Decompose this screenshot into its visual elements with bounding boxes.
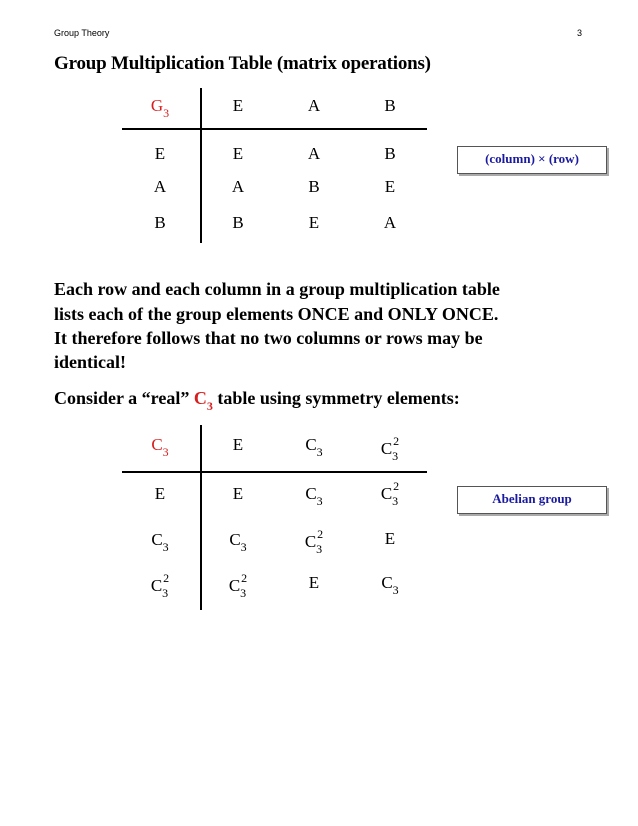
- column-row-note: (column) × (row): [457, 146, 607, 174]
- table-cell: A: [231, 177, 245, 196]
- table-cell: B: [384, 144, 396, 163]
- consider-sentence: Consider a “real” $C_3$ table using symmetry elements:: [54, 388, 460, 413]
- c3-multiplication-table: [122, 425, 427, 610]
- table-cell: $C_3$: [305, 484, 323, 508]
- column-header: E: [232, 96, 244, 115]
- table-cell: $C_3^2$: [228, 571, 248, 600]
- row-label: B: [154, 213, 166, 232]
- table-vertical-divider: [200, 88, 202, 243]
- paragraph-line: Each row and each column in a group multiplication table: [54, 279, 500, 299]
- table-cell: $C_3^2$: [380, 479, 400, 508]
- table-cell: B: [232, 213, 244, 232]
- table-cell: E: [384, 529, 396, 548]
- table-cell: B: [308, 177, 320, 196]
- table-header-divider: [122, 128, 427, 130]
- table-header-divider: [122, 471, 427, 473]
- page-number: 3: [577, 28, 583, 38]
- table-corner-label: $G_3$: [150, 96, 170, 120]
- paragraph-line: It therefore follows that no two columns or rows may be: [54, 328, 483, 348]
- column-header: B: [384, 96, 396, 115]
- row-label: A: [153, 177, 167, 196]
- table-cell: $C_3^2$: [304, 527, 324, 556]
- column-header: A: [307, 96, 321, 115]
- row-label: $C_3^2$: [150, 571, 170, 600]
- paragraph-line: lists each of the group elements ONCE and ONLY ONCE.: [54, 304, 499, 324]
- section-title: Group Multiplication Table (matrix operations): [54, 53, 431, 74]
- table-cell: E: [232, 144, 244, 163]
- abelian-group-note: Abelian group: [457, 486, 607, 514]
- row-label: E: [154, 144, 166, 163]
- table-cell: $C_3$: [229, 530, 247, 554]
- table-cell: A: [307, 144, 321, 163]
- table-corner-label: $C_3$: [151, 435, 169, 459]
- g3-multiplication-table: [122, 88, 427, 243]
- column-header: E: [232, 435, 244, 454]
- column-header: $C_3^2$: [380, 434, 400, 463]
- table-cell: E: [232, 484, 244, 503]
- table-cell: E: [308, 573, 320, 592]
- table-cell: A: [383, 213, 397, 232]
- table-cell: E: [384, 177, 396, 196]
- paragraph-line: identical!: [54, 352, 126, 372]
- column-header: $C_3$: [305, 435, 323, 459]
- table-cell: $C_3$: [381, 573, 399, 597]
- row-label: E: [154, 484, 166, 503]
- table-vertical-divider: [200, 425, 202, 610]
- table-cell: E: [308, 213, 320, 232]
- row-label: $C_3$: [151, 530, 169, 554]
- page-header-title: Group Theory: [54, 28, 110, 38]
